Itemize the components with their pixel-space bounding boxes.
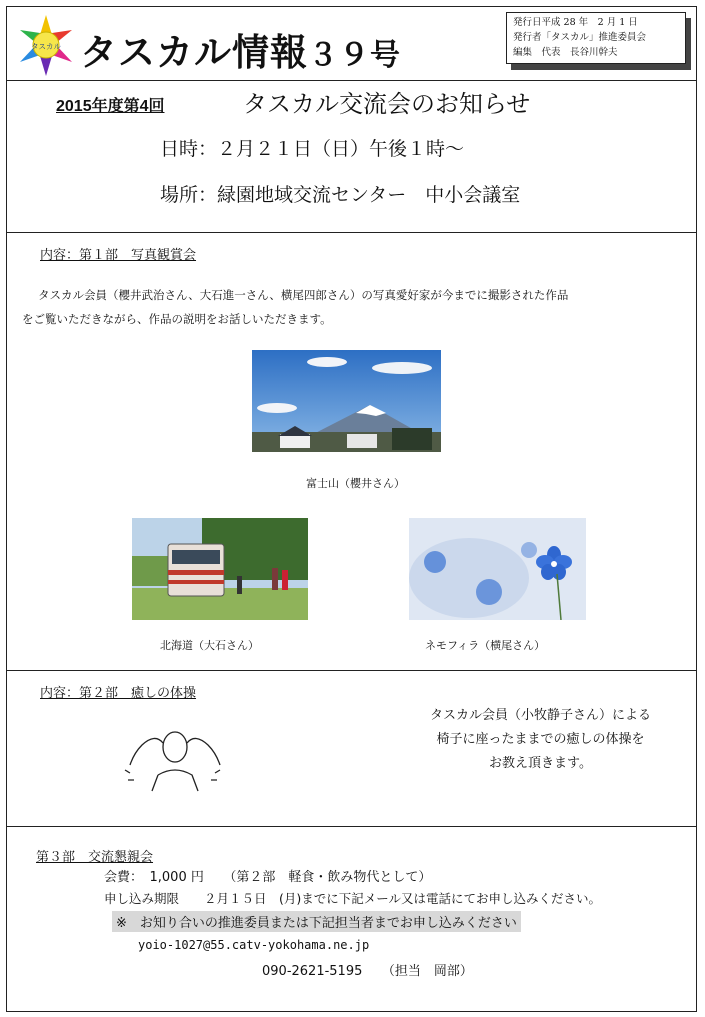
- logo-star-icon: [10, 12, 82, 78]
- divider: [6, 232, 697, 233]
- deadline-text: 申し込み期限 ２月１５日 (月)までに下記メール又は電話にてお申し込みください。: [104, 891, 602, 906]
- note-text: ※ お知り合いの推進委員または下記担当者までお申し込みください: [112, 911, 521, 932]
- hokkaido-train-photo: [132, 518, 308, 620]
- part1-text-line1: タスカル会員（櫻井武治さん、大石進一さん、横尾四郎さん）の写真愛好家が今までに撮影された作品: [38, 288, 569, 302]
- divider: [6, 670, 697, 671]
- event-datetime: 日時：２月２１日（日）午後１時～: [160, 138, 465, 160]
- photo-caption-fuji: 富士山（櫻井さん）: [306, 477, 405, 490]
- info-publisher: 発行者「タスカル」推進委員会: [513, 32, 647, 43]
- logo-text: タスカル: [31, 42, 61, 51]
- divider: [6, 80, 697, 81]
- fee-text: 会費： 1,000 円 （第２部 軽食・飲み物代として）: [104, 870, 432, 885]
- photo-caption-nemophila: ネモフィラ（横尾さん）: [425, 639, 546, 652]
- part1-heading: 内容：第１部 写真観賞会: [40, 248, 197, 263]
- part2-line: 椅子に座ったままでの癒しの体操を: [436, 732, 645, 747]
- part2-description: [398, 704, 683, 776]
- title-text: タスカル情報: [80, 31, 308, 74]
- event-label: 2015年度第4回: [56, 98, 165, 115]
- newsletter-title: [80, 22, 401, 76]
- info-editor: 編集 代表 長谷川幹夫: [513, 47, 618, 58]
- part1-text-line2: をご覧いただきながら、作品の説明をお話しいただきます。: [22, 312, 332, 326]
- issue-number: ３９号: [308, 38, 401, 73]
- contact-phone: 090-2621-5195 （担当 岡部）: [262, 964, 473, 979]
- nemophila-flower-photo: [409, 518, 586, 620]
- part2-heading: 内容：第２部 癒しの体操: [40, 686, 197, 701]
- part3-heading: 第３部 交流懇親会: [36, 850, 154, 865]
- mount-fuji-photo: [252, 350, 441, 452]
- event-title: タスカル交流会のお知らせ: [243, 90, 531, 118]
- publication-info-box: [506, 12, 686, 64]
- part2-line: お教え頂きます。: [489, 756, 592, 771]
- part2-line: タスカル会員（小牧静子さん）による: [429, 708, 651, 723]
- photo-caption-hokkaido: 北海道（大石さん）: [160, 639, 259, 652]
- stretching-person-icon: [120, 725, 230, 795]
- contact-email: yoio-1027@55.catv-yokohama.ne.jp: [138, 938, 370, 952]
- event-place: 場所：緑園地域交流センター 中小会議室: [160, 184, 521, 206]
- divider: [6, 826, 697, 827]
- info-date: 発行日平成 28 年 2 月 1 日: [513, 17, 638, 28]
